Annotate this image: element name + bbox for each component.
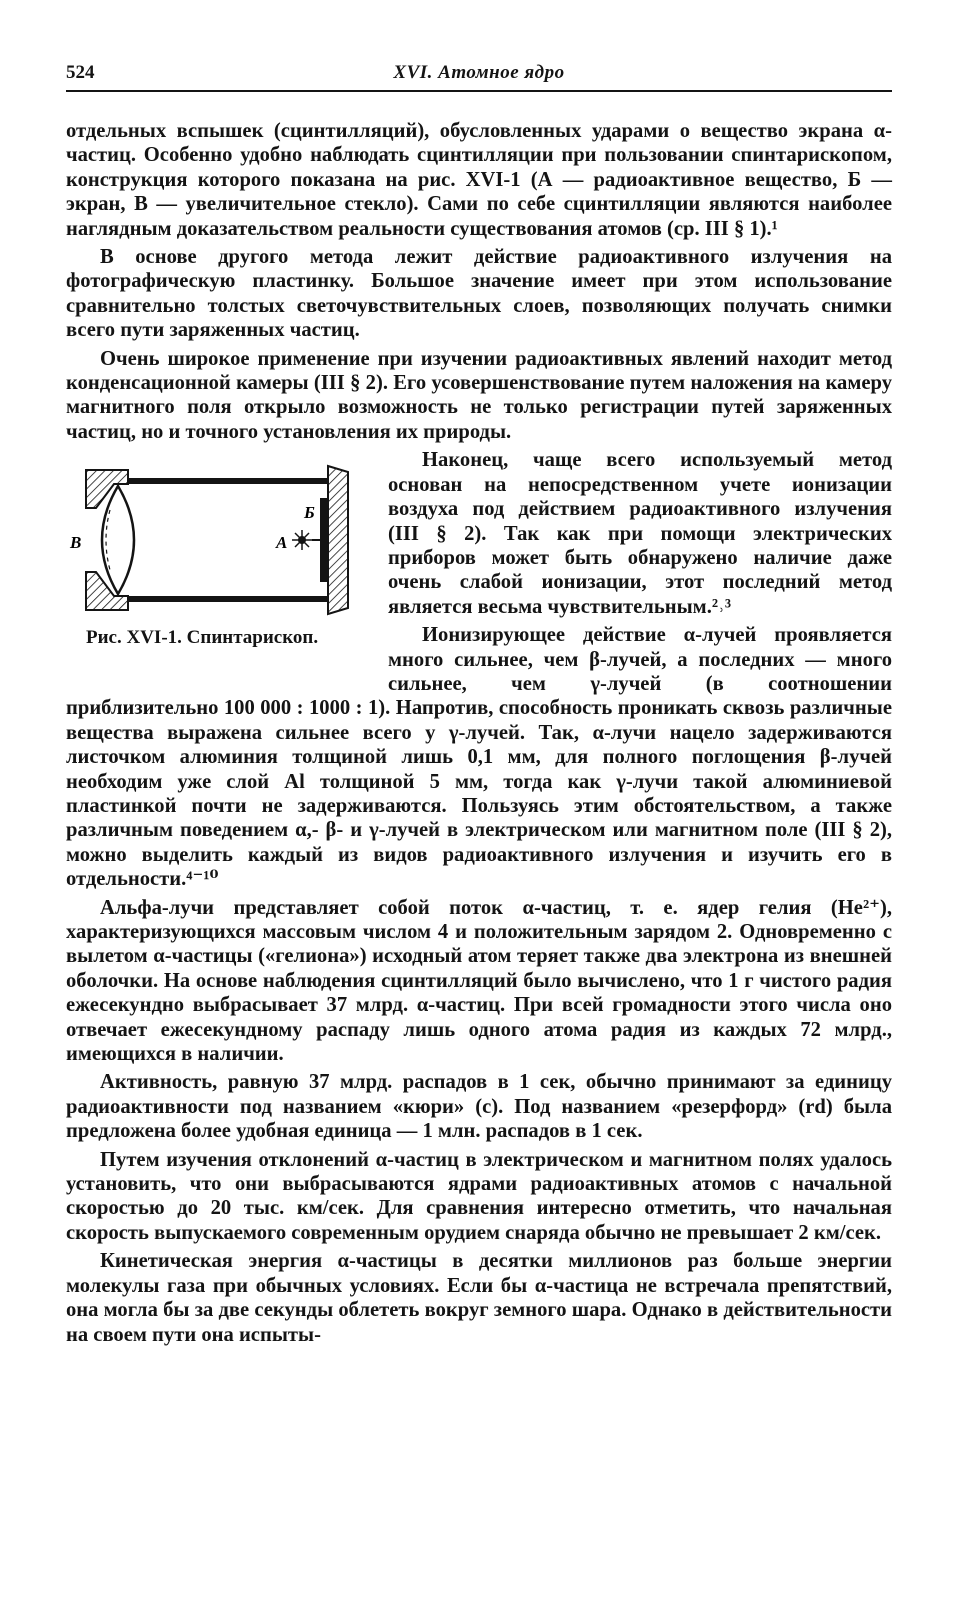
body-text (66, 119, 892, 1351)
tube-top-wall (128, 478, 328, 484)
screen (320, 498, 328, 582)
end-cap (328, 466, 348, 614)
running-title: XVI. Атомное ядро (393, 62, 565, 83)
paragraph-photographic-method: В основе другого метода лежит действие радиоактивного излучения на фотографическую пластинку. Большое значение имеет при этом использование сравнительно толстых светочувствительных слоев, позволяющих получать снимки всего пути заряженных частиц. (66, 246, 892, 342)
magnifying-lens (102, 486, 134, 594)
paragraph-alpha-velocity: Путем изучения отклонений α-частиц в электрическом и магнитном полях удалось установить, что они выбрасываются ядрами радиоактивных атомов с начальной скоростью до 20 тыс. км/сек. Для сравнения интересно отметить, что начальная скорость выпускаемого современным орудием снаряда обычно не превышает 2 км/сек. (66, 1148, 892, 1244)
label-v: В (70, 533, 82, 553)
label-a: А (276, 533, 288, 553)
paragraph-scintillations: отдельных вспышек (сцинтилляций), обусловленных ударами о вещество экрана α-частиц. Особенно удобно наблюдать сцинтилляции при пользовании спинтарископом, конструкция которого показана на рис. XVI-1 (А — радиоактивное вещество, Б — экран, В — увеличительное стекло). Сами по себе сцинтилляции являются наиболее наглядным доказательством реальности существования атомов (ср. III § 1).¹ (66, 120, 892, 240)
paragraph-kinetic-energy: Кинетическая энергия α-частицы в десятки миллионов раз больше энергии молекулы газа при обычных условиях. Если бы α-частица не встречала препятствий, она могла бы за две секунды облететь вокруг земного шара. Однако в действительности на своем пути она испыты- (66, 1250, 892, 1346)
label-b: Б (304, 503, 315, 523)
figure-caption: Рис. XVI-1. Спинтарископ. (86, 627, 319, 649)
paragraph-ionizing-action: Ионизирующее действие α-лучей проявляется много сильнее, чем β-лучей, а последних — много сильнее, чем γ-лучей (в соотношении приблизительно 100 000 : 1000 : 1). Напротив, способность проникать сквозь различные вещества выражена сильнее всего у γ-лучей. Так, α-лучи нацело задерживаются листочком алюминия толщиной лишь 0,1 мм, для полного поглощения β-лучей необходим уже слой Al толщиной 5 мм, тогда как γ-лучи такой алюминиевой пластинкой почти не задерживаются. Пользуясь этим обстоятельством, а также различным поведением α,- β- и γ-лучей в электрическом или магнитном поле (III § 2), можно выделить каждый из видов радиоактивного излучения и изучить его в отдельности.⁴⁻¹⁰ (66, 624, 892, 891)
page-header (66, 60, 892, 92)
tube-bottom-wall (128, 596, 328, 602)
paragraph-alpha-rays: Альфа-лучи представляет собой поток α-частиц, т. е. ядер гелия (He²⁺), характеризующихся массовым числом 4 и положительным зарядом 2. Одновременно с вылетом α-частицы («гелиона») исходный атом теряет также два электрона из внешней оболочки. На основе наблюдения сцинтилляций было вычислено, что 1 г чистого радия ежесекундно выбрасывает 37 млрд. α-частиц. При всей громадности этого числа оно отвечает ежесекундному распаду лишь одного атома радия из каждых 72 млрд., имеющихся в наличии. (66, 896, 892, 1066)
paragraph-ionization-method: Наконец, чаще всего используемый метод основан на непосредственном учете ионизации воздуха под действием радиоактивного излучения (III § 2). Так как при помощи электрических приборов может быть обнаружено наличие даже очень слабой ионизации, этот последний метод является весьма чувствительным.²˒³ (388, 449, 892, 618)
radioactive-source (292, 530, 320, 550)
paragraph-curie-unit: Активность, равную 37 млрд. распадов в 1 сек, обычно принимают за единицу радиоактивности под названием «кюри» (c). Под названием «резерфорд» (rd) была предложена более удобная единица — 1 млн. распадов в 1 сек. (66, 1071, 892, 1143)
spinthariscope-figure (66, 450, 372, 676)
spinthariscope-diagram (66, 458, 356, 623)
paragraph-cloud-chamber: Очень широкое применение при изучении радиоактивных явлений находит метод конденсационной камеры (III § 2). Его усовершенствование путем наложения на камеру магнитного поля открыло возможность не только регистрации путей заряженных частиц, но и точного установления их природы. (66, 347, 892, 443)
page-number: 524 (66, 62, 95, 83)
